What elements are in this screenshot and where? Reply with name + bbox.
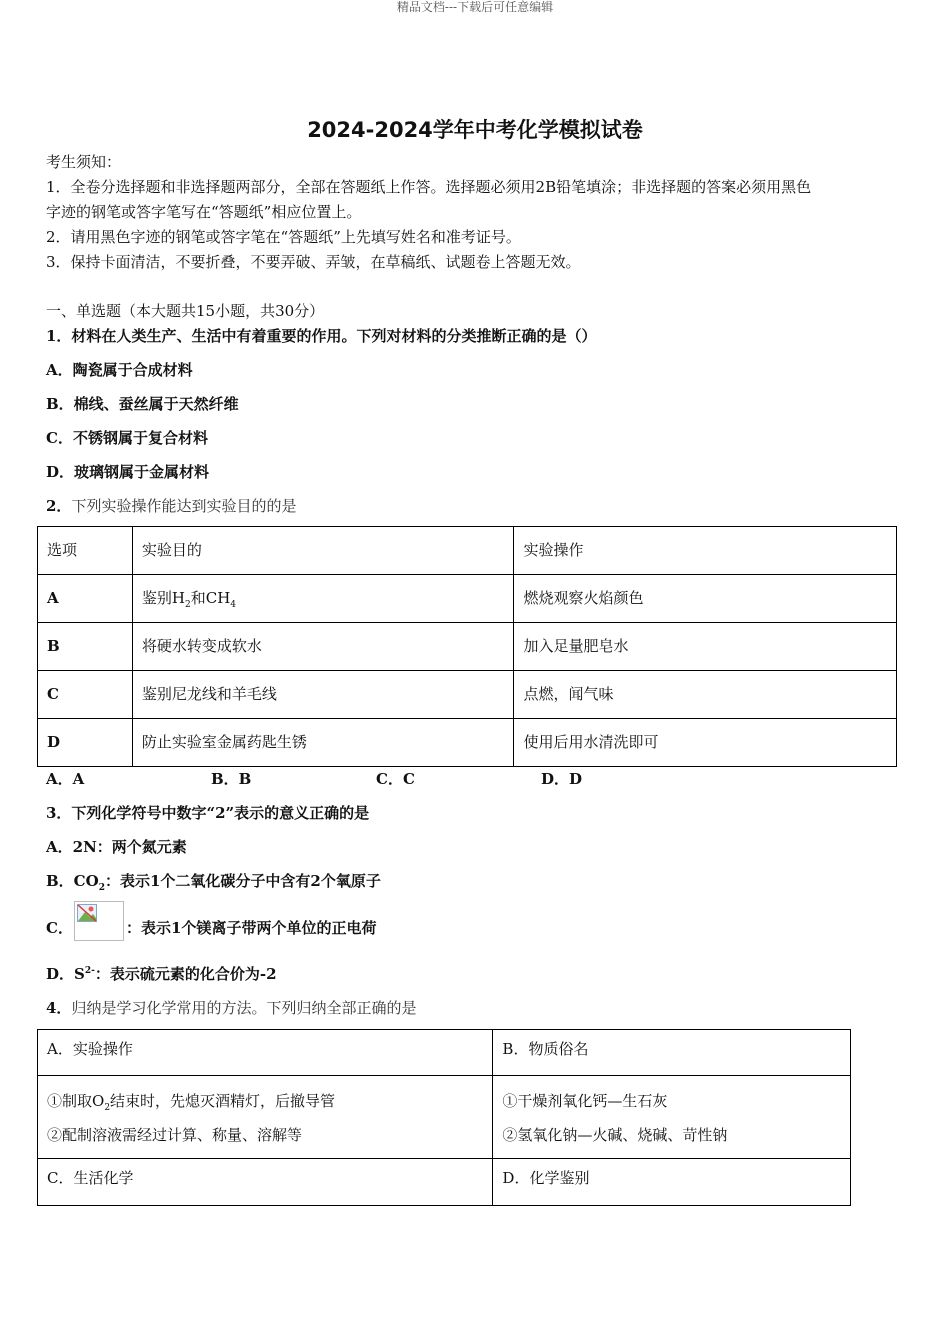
q4-number: 4． <box>46 999 72 1017</box>
row-operation: 加入足量肥皂水 <box>514 623 897 671</box>
q1-option-a: A．陶瓷属于合成材料 <box>46 361 193 379</box>
cell-c-heading: C．生活化学 <box>38 1159 493 1206</box>
q2-stem-text: 下列实验操作能达到实验目的的是 <box>71 497 297 515</box>
cell-a-line-1 <box>47 1084 483 1118</box>
row-goal-text: 鉴别H <box>141 589 185 607</box>
table-row <box>38 719 897 767</box>
row-goal: 防止实验室金属药匙生锈 <box>132 719 514 767</box>
row-operation: 点燃，闻气味 <box>514 671 897 719</box>
q1-option-c: C．不锈钢属于复合材料 <box>46 429 208 447</box>
q4-stem <box>46 999 416 1017</box>
cell-b-heading: B．物质俗名 <box>493 1030 851 1076</box>
table-row <box>38 1030 851 1076</box>
q4-stem-text: 归纳是学习化学常用的方法。下列归纳全部正确的是 <box>71 999 417 1017</box>
table-row <box>38 671 897 719</box>
q1-option-d: D．玻璃钢属于金属材料 <box>46 463 210 481</box>
header-goal: 实验目的 <box>132 527 514 575</box>
row-option: B <box>38 623 133 671</box>
q1-option-b: B．棉线、蚕丝属于天然纤维 <box>46 395 239 413</box>
row-option: C <box>38 671 133 719</box>
q2-answer-c: C．C <box>376 770 415 788</box>
cell-b-line-1: ①干燥剂氧化钙—生石灰 <box>502 1092 668 1110</box>
notice-item-3: 3．保持卡面清洁，不要折叠，不要弄破、弄皱，在草稿纸、试题卷上答题无效。 <box>46 253 581 271</box>
row-goal <box>132 575 514 623</box>
table-header-row <box>38 527 897 575</box>
subscript: 2 <box>185 600 191 610</box>
broken-image-icon <box>74 901 124 941</box>
cell-text: ①制取O <box>47 1092 105 1110</box>
cell-a-content <box>38 1076 493 1159</box>
subscript: 4 <box>230 600 237 610</box>
table-row <box>38 623 897 671</box>
q3-option-b-text: B．CO <box>46 872 99 890</box>
q2-stem <box>46 497 296 515</box>
cell-text: 结束时，先熄灭酒精灯，后撤导管 <box>110 1092 336 1110</box>
q2-answer-a: A．A <box>46 770 85 788</box>
header-option: 选项 <box>38 527 133 575</box>
cell-b-line-2: ②氢氧化钠—火碱、烧碱、苛性钠 <box>502 1126 728 1144</box>
q2-number: 2． <box>46 497 72 515</box>
row-option: D <box>38 719 133 767</box>
q3-option-d <box>46 965 277 983</box>
q3-option-c-label: C． <box>46 919 73 937</box>
cell-a-line-2: ②配制溶液需经过计算、称量、溶解等 <box>47 1126 303 1144</box>
q1-stem: 1．材料在人类生产、生活中有着重要的作用。下列对材料的分类推断正确的是（） <box>46 327 597 345</box>
row-goal-text: 和CH <box>190 589 231 607</box>
notice-item-1-line-2: 字迹的钢笔或答字笔写在“答题纸”相应位置上。 <box>46 203 362 221</box>
header-note: 精品文档---下载后可任意编辑 <box>396 0 554 14</box>
cell-b-content <box>493 1076 851 1159</box>
q3-option-c-text: ：表示1个镁离子带两个单位的正电荷 <box>126 919 377 937</box>
cell-d-heading: D．化学鉴别 <box>493 1159 851 1206</box>
header-operation: 实验操作 <box>514 527 897 575</box>
row-operation: 使用后用水清洗即可 <box>514 719 897 767</box>
q2-answer-d: D．D <box>541 770 583 788</box>
notice-item-2: 2．请用黑色字迹的钢笔或答字笔在“答题纸”上先填写姓名和准考证号。 <box>46 228 521 246</box>
superscript: 2- <box>84 966 95 976</box>
row-goal: 鉴别尼龙线和羊毛线 <box>132 671 514 719</box>
row-option: A <box>38 575 133 623</box>
q3-option-d-text: ：表示硫元素的化合价为-2 <box>94 965 277 983</box>
q4-table <box>37 1029 851 1206</box>
section-heading: 一、单选题（本大题共15小题，共30分） <box>46 302 325 320</box>
q3-option-b <box>46 872 381 893</box>
page-title: 2024-2024学年中考化学模拟试卷 <box>307 118 643 142</box>
cell-a-heading: A．实验操作 <box>38 1030 493 1076</box>
row-goal: 将硬水转变成软水 <box>132 623 514 671</box>
q3-option-d-text: D．S <box>46 965 85 983</box>
row-operation: 燃烧观察火焰颜色 <box>514 575 897 623</box>
notice-item-1-line-1: 1．全卷分选择题和非选择题两部分，全部在答题纸上作答。选择题必须用2B铅笔填涂；非选择题的答案必须用黑色 <box>46 178 812 196</box>
q3-option-b-text: ：表示1个二氧化碳分子中含有2个氧原子 <box>104 872 381 890</box>
q3-stem: 3．下列化学符号中数字“2”表示的意义正确的是 <box>46 804 370 822</box>
table-row <box>38 1159 851 1206</box>
q2-table <box>37 526 897 767</box>
subscript: 2 <box>104 1103 111 1113</box>
subscript: 2 <box>98 883 105 893</box>
q3-option-a: A．2N：两个氮元素 <box>46 838 187 856</box>
notice-heading: 考生须知： <box>46 153 122 171</box>
table-row <box>38 1076 851 1159</box>
q2-answer-b: B．B <box>211 770 252 788</box>
table-row <box>38 575 897 623</box>
